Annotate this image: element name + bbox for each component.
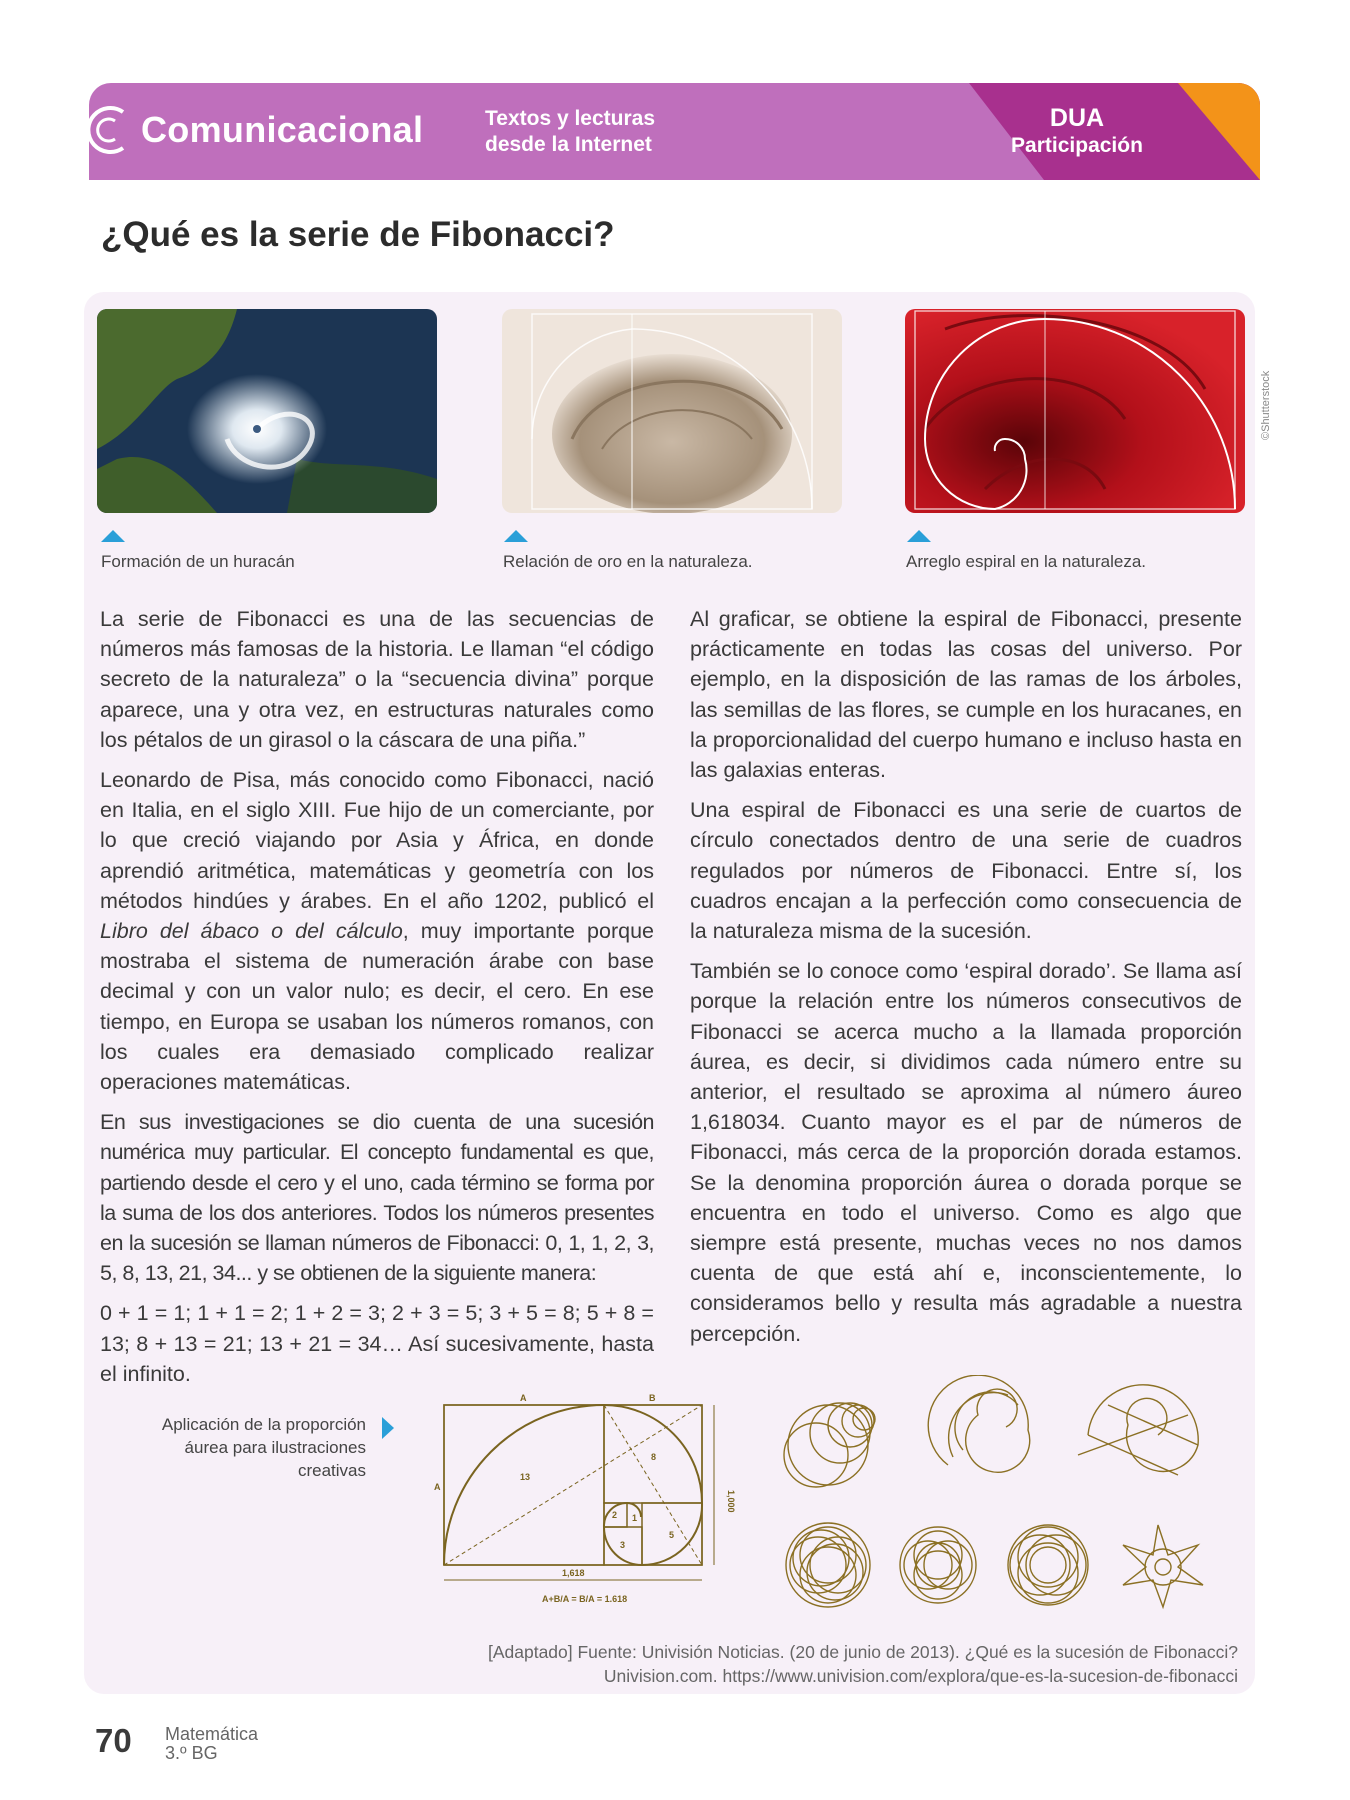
footer-subject <box>165 1725 258 1763</box>
participation-label: Participación <box>1011 134 1143 157</box>
diagram-label: 1 <box>632 1513 638 1523</box>
paragraph: En sus investigaciones se dio cuenta de una sucesión numérica muy particular. El concepto fundamental es que, partiendo desde el cero y el uno, cada término se forma por la suma de los dos anteriores. Todos los números presentes en la sucesión se llaman números de Fibonacci: 0, 1, 1, 2, 3, 5, 8, 13, 21, 34... y se obtienen de la siguiente manera: <box>100 1110 654 1286</box>
section-banner <box>89 83 1260 180</box>
spiral-illustrations <box>778 1375 1233 1620</box>
nautilus-spiral <box>928 1375 1029 1472</box>
diagram-label: 1,000 <box>726 1490 736 1513</box>
book-title: Libro del ábaco o del cálculo <box>100 919 403 944</box>
rose-photo <box>905 309 1245 513</box>
banner-dua <box>987 103 1167 159</box>
caption-marker-icon <box>907 530 931 542</box>
paragraph-equations: 0 + 1 = 1; 1 + 1 = 2; 1 + 2 = 3; 2 + 3 = 5; 3 + 5 = 8; 5 + 8 = 13; 8 + 13 = 21; 13 + 21 = 34… Así sucesivamente, hasta el infinito. <box>100 1301 654 1386</box>
line-spiral <box>1078 1385 1198 1475</box>
dua-label: DUA <box>1049 104 1105 132</box>
mandala-4 <box>1123 1525 1203 1607</box>
paragraph: La serie de Fibonacci es una de las secuencias de números más famosas de la historia. Le llaman “el código secreto de la naturaleza” o la “secuencia divina” porque aparece, una y otra vez, en estructuras naturales como los pétalos de un girasol o la cáscara de una piña.” <box>100 607 654 752</box>
diagram-label: 2 <box>612 1510 618 1520</box>
left-column <box>100 604 654 1399</box>
mandala-1 <box>786 1523 870 1607</box>
diagram-label: 5 <box>669 1530 675 1540</box>
shell-photo <box>502 309 842 513</box>
paragraph: Al graficar, se obtiene la espiral de Fibonacci, presente prácticamente en todas las cosas del universo. Por ejemplo, en la disposición de las ramas de los árboles, las semillas de las flores, se cumple en los huracanes, en la proporcionalidad del cuerpo humano e incluso hasta en las galaxias enteras. <box>690 607 1242 783</box>
mandala-2 <box>900 1527 976 1603</box>
golden-ratio-diagram <box>434 1390 744 1630</box>
diagram-label: 13 <box>520 1472 531 1482</box>
diagram-label: 1,618 <box>562 1568 585 1578</box>
diagram-label: A <box>434 1482 441 1492</box>
paragraph: También se lo conoce como ‘espiral dorado’. Se llama así porque la relación entre los números consecutivos de Fibonacci se acerca mucho a la llamada proporción áurea, es decir, si dividimos cada número entre su anterior, el resultado se aproxima al número áureo 1,618034. Cuanto mayor es el par de números de Fibonacci, más cerca de la proporción dorada estamos. Se la denomina proporción áurea o dorada porque se encuentra en todo el universo. Como es algo que siempre está presente, muchas veces no nos damos cuenta de que está ahí e, inconscientemente, lo consideramos bello y resulta más agradable a nuestra percepción. <box>690 959 1242 1346</box>
page-title: ¿Qué es la serie de Fibonacci? <box>101 215 615 254</box>
source-line: Univision.com. https://www.univision.com/explora/que-es-la-sucesion-de-fibonacci <box>603 1666 1238 1686</box>
paragraph-text: , muy importante porque mostraba el sistema de numeración árabe con base decimal y con un valor nulo; es decir, el cero. En ese tiempo, en Europa se usaban los números romanos, con los cuales era demasiado complicado realizar operaciones matemáticas. <box>100 919 654 1095</box>
figure-caption: Aplicación de la proporción áurea para ilustraciones creativas <box>161 1415 366 1480</box>
diagram-label: 8 <box>651 1452 657 1462</box>
grade-label: 3.º BG <box>165 1743 218 1763</box>
paragraph-text: Leonardo de Pisa, más conocido como Fibonacci, nació en Italia, en el siglo XIII. Fue hijo de un comerciante, por lo que creció viajando por Asia y África, en donde aprendió aritmética, matemáticas y geometría con los métodos hindúes y árabes. En el año 1202, publicó el <box>100 768 654 913</box>
subject-name: Matemática <box>165 1724 259 1744</box>
right-column <box>690 604 1242 1359</box>
circle-spiral-1 <box>784 1403 875 1487</box>
paragraph <box>100 765 654 1097</box>
caption-marker-icon <box>101 530 125 542</box>
mandala-3 <box>1008 1525 1088 1605</box>
diagram-formula: A+B/A = B/A = 1.618 <box>542 1594 628 1604</box>
source-line: [Adaptado] Fuente: Univisión Noticias. (20 de junio de 2013). ¿Qué es la sucesión de Fibonacci? <box>487 1642 1238 1662</box>
banner-title: Comunicacional <box>141 109 424 150</box>
photo-caption: Relación de oro en la naturaleza. <box>503 552 753 571</box>
banner-subtitle-line2: desde la Internet <box>485 133 652 156</box>
comunicacional-logo-icon <box>89 104 129 156</box>
photo-caption: Formación de un huracán <box>101 552 295 571</box>
source-citation <box>420 1640 1238 1688</box>
diagram-label: B <box>649 1393 656 1403</box>
diagram-label: A <box>520 1393 527 1403</box>
caption-marker-icon <box>504 530 528 542</box>
diagram-label: 3 <box>620 1540 626 1550</box>
paragraph: Una espiral de Fibonacci es una serie de cuartos de círculo conectados dentro de una serie de cuadros regulados por números de Fibonacci. Entre sí, los cuadros encajan a la perfección como consecuencia de la naturaleza misma de la sucesión. <box>690 798 1242 944</box>
photo-caption: Arreglo espiral en la naturaleza. <box>906 552 1147 571</box>
banner-subtitle-line1: Textos y lecturas <box>485 107 656 130</box>
caption-arrow-icon <box>382 1417 394 1439</box>
photo-credit: ©Shutterstock <box>1260 370 1272 440</box>
page-number: 70 <box>95 1722 132 1759</box>
banner-subtitle <box>485 106 655 158</box>
hurricane-photo <box>97 309 437 513</box>
